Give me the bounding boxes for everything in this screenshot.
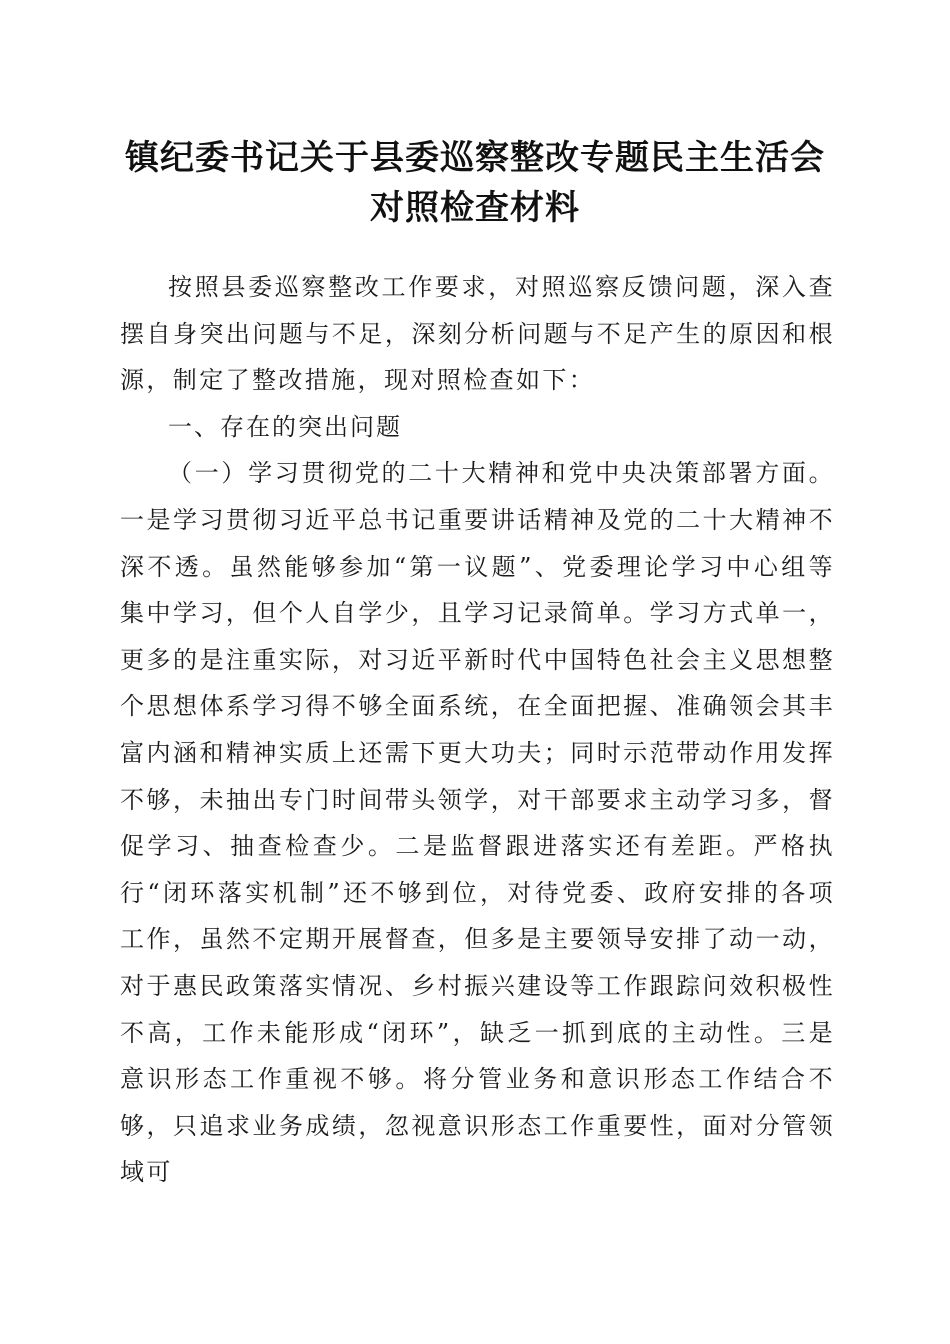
section-1-paragraph: （一）学习贯彻党的二十大精神和党中央决策部署方面。一是学习贯彻习近平总书记重要讲话精神及党的二十大精神不深不透。虽然能够参加“第一议题”、党委理论学习中心组等集中学习，但个人自学少，且学习记录简单。学习方式单一，更多的是注重实际，对习近平新时代中国特色社会主义思想整个思想体系学习得不够全面系统，在全面把握、准确领会其丰富内涵和精神实质上还需下更大功夫；同时示范带动作用发挥不够，未抽出专门时间带头领学，对干部要求主动学习多，督促学习、抽查检查少。二是监督跟进落实还有差距。严格执行“闭环落实机制”还不够到位，对待党委、政府安排的各项工作，虽然不定期开展督查，但多是主要领导安排了动一动，对于惠民政策落实情况、乡村振兴建设等工作跟踪问效积极性不高，工作未能形成“闭环”，缺乏一抓到底的主动性。三是意识形态工作重视不够。将分管业务和意识形态工作结合不够，只追求业务成绩，忽视意识形态工作重要性，面对分管领域可 <box>120 459 835 1187</box>
document-title-line-2: 对照检查材料 <box>370 188 580 228</box>
document-body <box>120 264 835 1196</box>
document-title-line-1: 镇纪委书记关于县委巡察整改专题民主生活会 <box>125 138 825 178</box>
section-heading-problems: 一、存在的突出问题 <box>168 412 402 441</box>
intro-paragraph: 按照县委巡察整改工作要求，对照巡察反馈问题，深入查摆自身突出问题与不足，深刻分析问题与不足产生的原因和根源，制定了整改措施，现对照检查如下： <box>120 273 835 395</box>
